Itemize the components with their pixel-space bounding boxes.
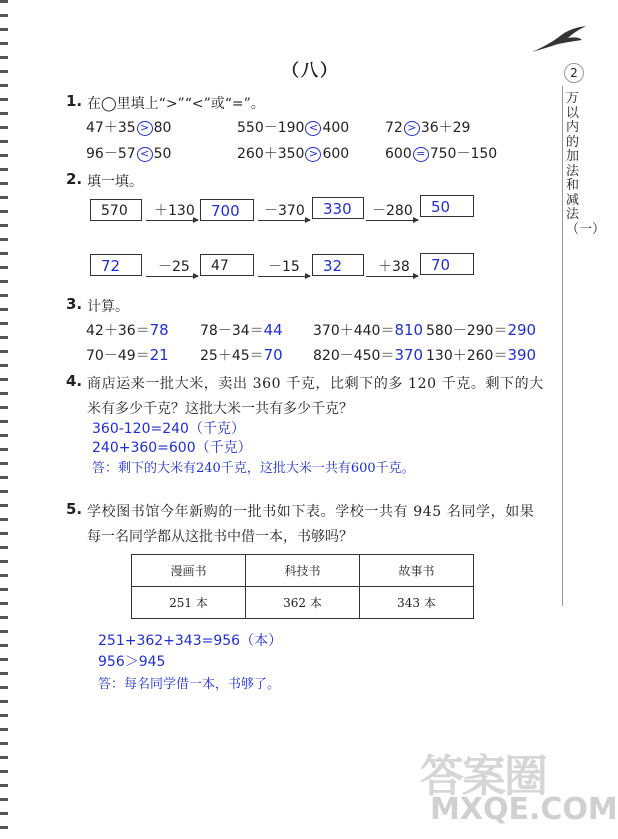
calc-expression: 130＋260＝ [426,348,508,364]
watermark-url: MXQE.COM [430,792,618,827]
arrow [146,220,198,221]
calc-item [200,345,283,365]
chain2-start: 72 [90,254,142,276]
chain2-op2: －15 [268,259,300,275]
chapter-title: 万以内的加法和减法（一） [566,91,606,237]
chain2-op1: －25 [158,259,190,275]
comparison-circle: = [413,147,429,162]
calc-expression: 78－34＝ [200,323,264,339]
calc-expression: 820－450＝ [313,348,395,364]
table-cell: 362 本 [246,587,360,619]
chain1-op2: －370 [264,203,305,219]
comparison-left: 47＋35 [86,120,136,136]
arrow [146,276,198,277]
calc-item [313,345,423,365]
books-table [131,554,474,619]
comparison-circle: > [404,121,420,136]
comparison-circle: < [137,147,153,162]
q5-number: 5. [66,500,83,518]
comparison-left: 600 [385,146,412,162]
q4-work2: 240+360=600（千克） [92,440,252,456]
calc-answer: 810 [394,321,424,339]
calc-answer: 390 [507,346,537,364]
q5-work2: 956＞945 [98,654,166,670]
chain1-value1: 700 [200,199,254,221]
comparison-circle: > [305,147,321,162]
comparison-item [385,143,497,163]
section-title: （八） [282,61,339,81]
q2-prompt: 填一填。 [87,174,143,190]
watermark-logo: 答案圈 [420,751,546,802]
bird-icon [530,22,588,56]
table-header-cell: 科技书 [246,555,360,587]
table-header-cell: 故事书 [360,555,474,587]
q3-prompt: 计算。 [87,299,129,315]
arrow [258,276,310,277]
table-header-row [132,555,474,587]
calc-item [86,320,169,340]
calc-item [86,345,169,365]
chain1-start: 570 [90,199,142,221]
calc-expression: 370＋440＝ [313,323,395,339]
page-number: 2 [564,63,584,83]
calc-answer: 44 [263,321,283,339]
comparison-item [237,117,349,137]
table-cell: 343 本 [360,587,474,619]
calc-expression: 580－290＝ [426,323,508,339]
comparison-left: 550－190 [237,120,305,136]
calc-expression: 70－49＝ [86,348,150,364]
table-cell: 251 本 [132,587,246,619]
comparison-right: 750－150 [429,146,498,162]
q4-line1: 商店运来一批大米，卖出 360 千克，比剩下的多 120 千克。剩下的大 [87,376,544,392]
arrow [258,220,310,221]
q1-prompt: 在◯里填上“>”“<”或“=”。 [87,96,265,112]
q2-number: 2. [66,170,83,188]
calc-answer: 370 [394,346,424,364]
comparison-item [237,143,349,163]
q4-number: 4. [66,372,83,390]
calc-answer: 290 [507,321,537,339]
chain2-value1: 47 [200,254,254,276]
table-header-cell: 漫画书 [132,555,246,587]
calc-item [426,320,536,340]
calc-answer: 21 [149,346,169,364]
comparison-left: 96－57 [86,146,136,162]
q5-work1: 251+362+343=956（本） [98,633,283,649]
comparison-item [385,117,470,137]
arrow [366,276,418,277]
calc-item [200,320,283,340]
table-row [132,587,474,619]
comparison-right: 50 [153,146,172,162]
calc-answer: 78 [149,321,169,339]
comparison-left: 260＋350 [237,146,305,162]
q5-line2: 每一名同学都从这批书中借一本，书够吗？ [87,529,353,545]
q4-line2: 米有多少千克？这批大米一共有多少千克？ [87,401,353,417]
comparison-right: 80 [153,120,172,136]
comparison-right: 600 [322,146,350,162]
q4-work1: 360-120=240（千克） [92,421,245,437]
comparison-left: 72 [385,120,403,136]
comparison-item [86,117,171,137]
chain2-op3: ＋38 [378,259,410,275]
calc-item [313,320,423,340]
chain1-op3: －280 [372,203,413,219]
q3-number: 3. [66,295,83,313]
q4-answer: 答：剩下的大米有240千克，这批大米一共有600千克。 [92,461,415,476]
chain1-value3: 50 [420,195,474,217]
comparison-circle: > [137,121,153,136]
comparison-right: 400 [322,120,350,136]
q5-line1: 学校图书馆今年新购的一批书如下表。学校一共有 945 名同学，如果 [87,504,535,520]
calc-expression: 42＋36＝ [86,323,150,339]
arrow [366,220,418,221]
q5-answer: 答：每名同学借一本，书够了。 [98,677,281,692]
q1-number: 1. [66,92,83,110]
calc-item [426,345,536,365]
chain1-op1: ＋130 [154,203,195,219]
chain2-value3: 70 [420,253,474,275]
calc-expression: 25＋45＝ [200,348,264,364]
comparison-right: 36＋29 [420,120,471,136]
page-binding-edge [0,0,8,839]
calc-answer: 70 [263,346,283,364]
comparison-item [86,143,171,163]
sidebar-divider [562,86,563,606]
chain1-value2: 330 [312,197,364,219]
comparison-circle: < [305,121,321,136]
chain2-value2: 32 [312,254,364,276]
